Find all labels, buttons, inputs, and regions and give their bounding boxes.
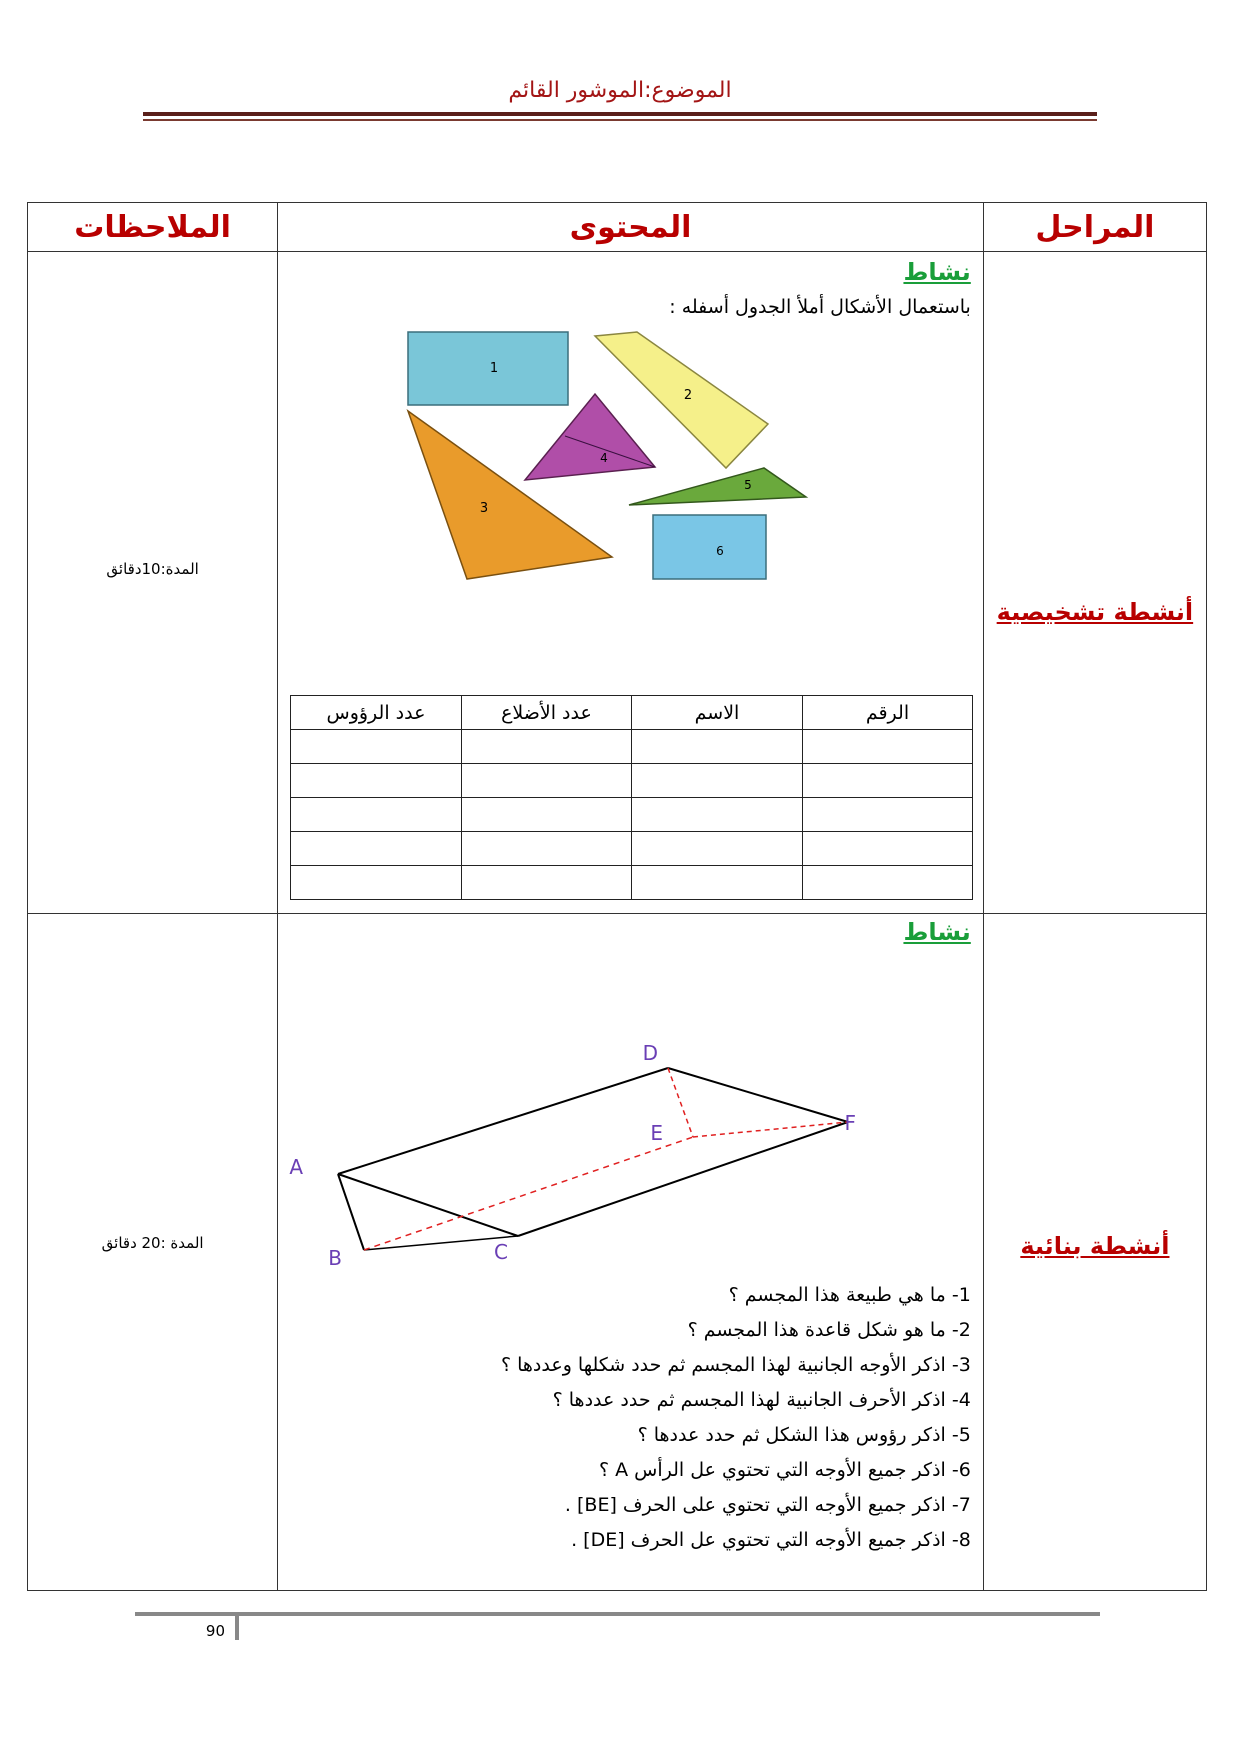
fill-table [290,695,973,900]
question-item: 4- اذكر الأحرف الجانبية لهذا المجسم ثم حدد عددها ؟ [552,1389,971,1411]
vertex-label-a: A [289,1155,304,1179]
fill-cell[interactable] [802,730,973,764]
footer-tick [235,1612,239,1640]
content-cell [278,252,984,914]
fill-header-name: الاسم [632,696,803,730]
fill-header-sides: عدد الأضلاع [461,696,632,730]
notes-cell [28,914,278,1591]
fill-header-vertices: عدد الرؤوس [291,696,462,730]
prism-figure [289,954,938,1270]
notes-cell [28,252,278,914]
header-rule [143,112,1097,116]
fill-cell[interactable] [291,730,462,764]
shape-3-label: 3 [480,501,489,516]
fill-cell[interactable] [802,764,973,798]
vertex-label-d: D [642,1041,659,1065]
fill-cell[interactable] [632,866,803,900]
activity-title: نشاط [903,258,971,286]
shape-6 [653,515,766,579]
page-number: 90 [205,1622,225,1640]
question-item: 7- اذكر جميع الأوجه التي تحتوي على الحرف [BE] . [564,1494,971,1516]
question-item: 1- ما هي طبيعة هذا المجسم ؟ [728,1284,971,1306]
fill-cell[interactable] [291,764,462,798]
fill-header-number: الرقم [802,696,973,730]
shape-4-label: 4 [600,451,609,465]
fill-row [291,832,973,866]
header-rule-thin [143,119,1097,121]
footer-rule [135,1612,1100,1616]
stage-cell [983,914,1206,1591]
fill-row [291,764,973,798]
fill-cell[interactable] [802,832,973,866]
fill-cell[interactable] [632,730,803,764]
hidden-edges [364,1068,848,1250]
question-item: 6- اذكر جميع الأوجه التي تحتوي عل الرأس A ؟ [598,1459,971,1481]
fill-cell[interactable] [632,798,803,832]
duration-note: المدة :20 دقائق [101,1234,204,1252]
fill-cell[interactable] [802,798,973,832]
question-item: 8- اذكر جميع الأوجه التي تحتوي عل الحرف [DE] . [571,1529,971,1551]
question-item: 5- اذكر رؤوس هذا الشكل ثم حدد عددها ؟ [637,1424,971,1446]
question-item: 3- اذكر الأوجه الجانبية لهذا المجسم ثم حدد شكلها وعددها ؟ [501,1354,971,1376]
fill-cell[interactable] [461,798,632,832]
question-list [501,1278,971,1558]
vertex-label-e: E [650,1121,664,1145]
fill-row [291,730,973,764]
fill-cell[interactable] [461,832,632,866]
shape-5-label: 5 [744,478,753,492]
stage-label-constructive: أنشطة بنائية [1020,1232,1170,1260]
instruction-text: باستعمال الأشكال أملأ الجدول أسفله : [669,296,971,318]
fill-cell[interactable] [461,866,632,900]
content-cell [278,914,984,1591]
page-title: الموضوع:الموشور القائم [508,78,732,103]
question-item: 2- ما هو شكل قاعدة هذا المجسم ؟ [687,1319,971,1341]
shape-5 [629,468,806,505]
activity-title: نشاط [903,918,971,946]
fill-row [291,798,973,832]
fill-cell[interactable] [802,866,973,900]
shape-2-label: 2 [684,388,693,403]
shapes-figure [408,332,858,632]
fill-cell[interactable] [291,832,462,866]
vertex-label-b: B [328,1246,343,1270]
fill-cell[interactable] [291,798,462,832]
duration-note: المدة:10دقائق [106,560,199,578]
stage-label-diagnostic: أنشطة تشخيصية [996,598,1194,626]
shape-1-label: 1 [490,361,499,376]
vertex-label-c: C [494,1240,509,1264]
fill-cell[interactable] [461,730,632,764]
fill-cell[interactable] [291,866,462,900]
prism-edges [338,1068,848,1250]
stage-cell [983,252,1206,914]
shape-4 [525,394,655,480]
fill-cell[interactable] [632,832,803,866]
header-content: المحتوى [278,203,984,252]
shape-6-label: 6 [716,544,725,558]
fill-cell[interactable] [632,764,803,798]
lesson-table [27,202,1207,1591]
vertex-label-f: F [844,1111,857,1135]
header-notes: الملاحظات [28,203,278,252]
shape-1 [408,332,568,405]
fill-row [291,866,973,900]
header-stages: المراحل [983,203,1206,252]
fill-cell[interactable] [461,764,632,798]
